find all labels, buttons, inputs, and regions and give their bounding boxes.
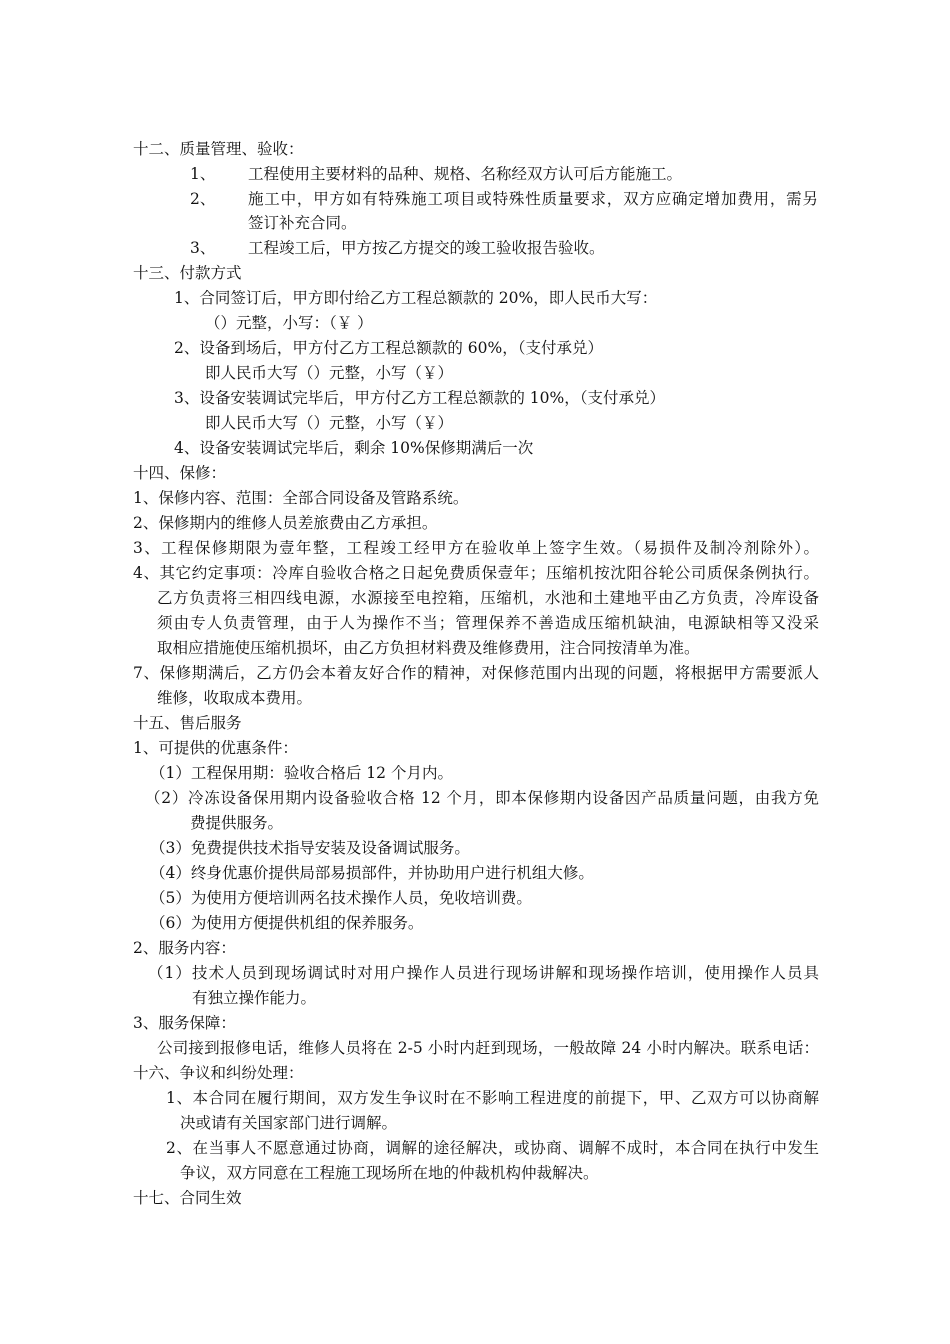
s15-point-1-1: （1）工程保用期：验收合格后 12 个月内。 [150,764,453,782]
s12-item-1-number: 1、 [190,165,216,183]
s16-item-1-line2: 决或请有关国家部门进行调解。 [180,1114,398,1132]
s15-point-2-1-line2: 有独立操作能力。 [192,989,317,1007]
s16-item-1-line1: 1、本合同在履行期间，双方发生争议时在不影响工程进度的前提下，甲、乙双方可以协商解 [166,1089,819,1107]
s14-item-7-line1: 7、保修期满后，乙方仍会本着友好合作的精神，对保修范围内出现的问题，将根据甲方需要派人 [133,664,819,682]
s15-point-1-4: （4）终身优惠价提供局部易损部件，并协助用户进行机组大修。 [150,864,594,882]
s15-point-2: 2、服务内容： [133,939,236,957]
s16-item-2-line1: 2、在当事人不愿意通过协商，调解的途径解决，或协商、调解不成时，本合同在执行中发生 [166,1139,819,1157]
s14-item-3: 3、工程保修期限为壹年整，工程竣工经甲方在验收单上签字生效。（易损件及制冷剂除外）。 [133,539,819,557]
s12-item-3-number: 3、 [190,239,216,257]
s12-item-3-text: 工程竣工后，甲方按乙方提交的竣工验收报告验收。 [248,239,605,257]
s14-item-4-line4: 取相应措施使压缩机损坏，由乙方负担材料费及维修费用，注合同按清单为准。 [157,639,700,657]
s15-point-1-2-line1: （2）冷冻设备保用期内设备验收合格 12 个月，即本保修期内设备因产品质量问题，由我方免 [145,789,819,807]
s13-item-2-line2: 即人民币大写（）元整，小写（￥） [205,364,454,382]
s13-item-1-line2: （）元整，小写：（￥ ） [205,314,373,332]
s15-point-1-5: （5）为使用方便培训两名技术操作人员，免收培训费。 [150,889,532,907]
s13-item-1-line1: 1、合同签订后，甲方即付给乙方工程总额款的 20%，即人民币大写： [174,289,658,307]
s15-point-1-6: （6）为使用方便提供机组的保养服务。 [150,914,424,932]
s13-item-4: 4、设备安装调试完毕后，剩余 10%保修期满后一次 [174,439,534,457]
s13-item-3-line1: 3、设备安装调试完毕后，甲方付乙方工程总额款的 10%，（支付承兑） [174,389,665,407]
s13-item-2-line1: 2、设备到场后，甲方付乙方工程总额款的 60%，（支付承兑） [174,339,603,357]
section-13-title: 十三、付款方式 [133,264,242,282]
s12-item-2-number: 2、 [190,190,216,208]
section-16-title: 十六、争议和纠纷处理： [133,1064,304,1082]
s12-item-2-text-line2: 签订补充合同。 [248,214,357,232]
section-14-title: 十四、保修： [133,464,227,482]
s14-item-4-line1: 4、其它约定事项：冷库自验收合格之日起免费质保壹年；压缩机按沈阳谷轮公司质保条例执行。 [133,564,819,582]
section-12-title: 十二、质量管理、验收： [133,140,304,158]
s15-point-3-text: 公司接到报修电话，维修人员将在 2-5 小时内赶到现场，一般故障 24 小时内解决。联系电话： [157,1039,819,1057]
s15-point-1: 1、可提供的优惠条件： [133,739,298,757]
s13-item-3-line2: 即人民币大写（）元整，小写（￥） [205,414,454,432]
s14-item-1: 1、保修内容、范围：全部合同设备及管路系统。 [133,489,469,507]
s15-point-3: 3、服务保障： [133,1014,236,1032]
section-15-title: 十五、售后服务 [133,714,242,732]
s15-point-2-1-line1: （1）技术人员到现场调试时对用户操作人员进行现场讲解和现场操作培训，使用操作人员具 [148,964,819,982]
s14-item-4-line3: 须由专人负责管理，由于人为操作不当；管理保养不善造成压缩机缺油，电源缺相等又没采 [157,614,819,632]
s14-item-4-line2: 乙方负责将三相四线电源，水源接至电控箱，压缩机，水池和土建地平由乙方负责，冷库设备 [157,589,819,607]
s12-item-2-text-line1: 施工中，甲方如有特殊施工项目或特殊性质量要求，双方应确定增加费用，需另 [248,190,818,208]
s12-item-1-text: 工程使用主要材料的品种、规格、名称经双方认可后方能施工。 [248,165,683,183]
s15-point-1-3: （3）免费提供技术指导安装及设备调试服务。 [150,839,470,857]
s16-item-2-line2: 争议，双方同意在工程施工现场所在地的仲裁机构仲裁解决。 [180,1164,599,1182]
s14-item-7-line2: 维修，收取成本费用。 [157,689,313,707]
section-17-title: 十七、合同生效 [133,1189,242,1207]
s14-item-2: 2、保修期内的维修人员差旅费由乙方承担。 [133,514,438,532]
s15-point-1-2-line2: 费提供服务。 [190,814,284,832]
